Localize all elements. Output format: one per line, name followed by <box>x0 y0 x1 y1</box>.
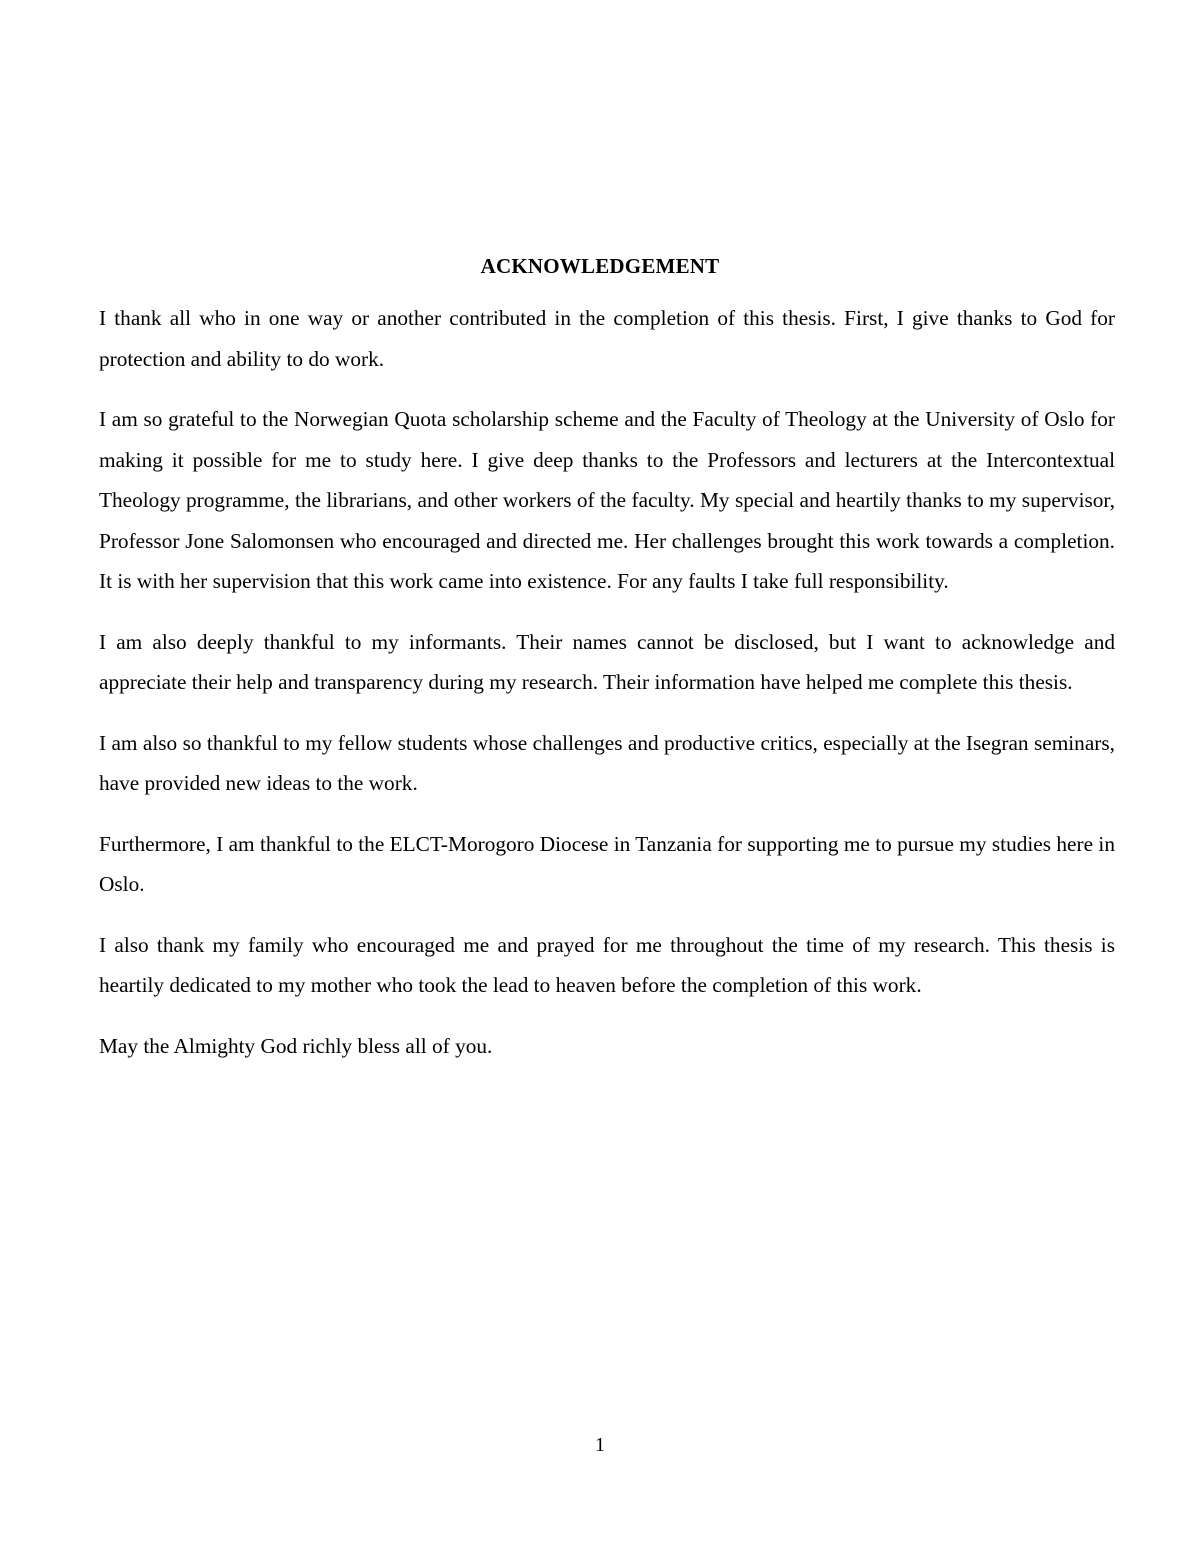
paragraph-6: I also thank my family who encouraged me and prayed for me throughout the time of my research. This thesis is heartily dedicated to my mother who took the lead to heaven before the completion of this work. <box>99 932 1115 997</box>
acknowledgement-body <box>99 298 1115 1086</box>
paragraph-3: I am also deeply thankful to my informants. Their names cannot be disclosed, but I want to acknowledge and appreciate their help and transparency during my research. Their information have helped me complete this thesis. <box>99 629 1115 694</box>
page-title: ACKNOWLEDGEMENT <box>480 254 720 278</box>
paragraph-4: I am also so thankful to my fellow students whose challenges and productive critics, especially at the Isegran seminars, have provided new ideas to the work. <box>99 730 1115 795</box>
paragraph-7: May the Almighty God richly bless all of you. <box>99 1033 493 1058</box>
paragraph-5: Furthermore, I am thankful to the ELCT-Morogoro Diocese in Tanzania for supporting me to pursue my studies here in Oslo. <box>99 831 1115 896</box>
paragraph-1: I thank all who in one way or another contributed in the completion of this thesis. First, I give thanks to God for protection and ability to do work. <box>99 306 1115 371</box>
page-number: 1 <box>595 1434 605 1456</box>
paragraph-2: I am so grateful to the Norwegian Quota scholarship scheme and the Faculty of Theology at the University of Oslo for making it possible for me to study here. I give deep thanks to the Professors and lecturers at the Intercontextual Theology programme, the librarians, and other workers of the faculty. My special and heartily thanks to my supervisor, Professor Jone Salomonsen who encouraged and directed me. Her challenges brought this work towards a completion. It is with her supervision that this work came into existence. For any faults I take full responsibility. <box>99 407 1115 593</box>
